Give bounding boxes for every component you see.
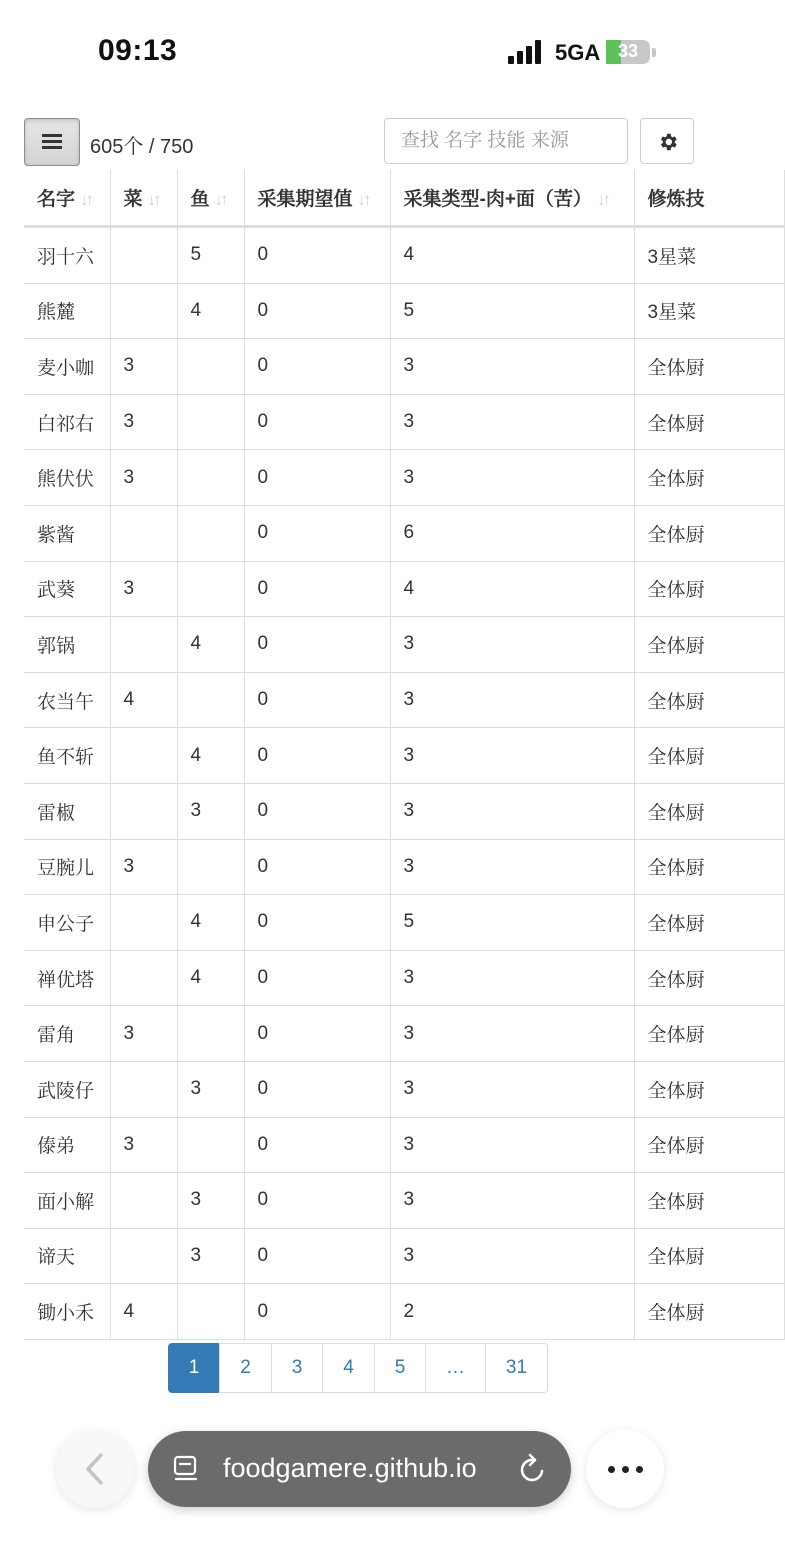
table-cell: 3 bbox=[390, 1061, 634, 1117]
table-cell: 紫酱 bbox=[24, 505, 110, 561]
table-cell: 3 bbox=[110, 1006, 177, 1062]
table-row bbox=[24, 950, 784, 1006]
table-cell bbox=[177, 505, 244, 561]
table-cell: 3 bbox=[390, 672, 634, 728]
table-cell: 0 bbox=[244, 895, 390, 951]
table-cell: 豆腕儿 bbox=[24, 839, 110, 895]
table-cell bbox=[110, 227, 177, 284]
table-cell bbox=[110, 1228, 177, 1284]
table-row bbox=[24, 728, 784, 784]
table-row bbox=[24, 394, 784, 450]
page-link[interactable]: 2 bbox=[219, 1343, 272, 1393]
url-text: foodgamere.github.io bbox=[223, 1453, 477, 1483]
column-header-name[interactable] bbox=[24, 170, 110, 227]
menu-toggle-button[interactable] bbox=[24, 118, 80, 166]
table-cell: 羽十六 bbox=[24, 227, 110, 284]
table-cell: 全体厨 bbox=[634, 505, 784, 561]
table-cell: 4 bbox=[110, 1284, 177, 1340]
table-cell: 0 bbox=[244, 283, 390, 339]
table-cell bbox=[177, 339, 244, 395]
table-cell: 雷角 bbox=[24, 1006, 110, 1062]
sort-icon: ↓↑ bbox=[596, 190, 608, 209]
table-cell bbox=[110, 1061, 177, 1117]
table-cell: 0 bbox=[244, 783, 390, 839]
table-cell bbox=[110, 505, 177, 561]
table-cell: 5 bbox=[177, 227, 244, 284]
status-bar bbox=[0, 0, 720, 100]
table-cell: 0 bbox=[244, 1173, 390, 1229]
table-cell: 3星菜 bbox=[634, 283, 784, 339]
table-cell: 4 bbox=[177, 728, 244, 784]
table-cell: 全体厨 bbox=[634, 394, 784, 450]
page-link[interactable]: 5 bbox=[374, 1343, 426, 1393]
table-cell: 4 bbox=[110, 672, 177, 728]
table-cell: 0 bbox=[244, 1228, 390, 1284]
table-cell: 3 bbox=[177, 1173, 244, 1229]
sort-icon: ↓↑ bbox=[214, 190, 226, 209]
address-bar[interactable] bbox=[148, 1431, 571, 1507]
table-cell: 全体厨 bbox=[634, 1117, 784, 1173]
more-button[interactable] bbox=[586, 1430, 664, 1508]
table-cell: 0 bbox=[244, 839, 390, 895]
table-cell: 全体厨 bbox=[634, 450, 784, 506]
table-cell: 4 bbox=[177, 283, 244, 339]
table-cell: 0 bbox=[244, 561, 390, 617]
table-row bbox=[24, 672, 784, 728]
column-label: 名字 bbox=[37, 189, 76, 210]
table-cell: 3 bbox=[390, 839, 634, 895]
table-cell: 0 bbox=[244, 339, 390, 395]
table-cell bbox=[177, 450, 244, 506]
table-cell: 0 bbox=[244, 1006, 390, 1062]
network-type: 5GA bbox=[555, 40, 601, 65]
table-cell: 谛天 bbox=[24, 1228, 110, 1284]
back-button[interactable] bbox=[56, 1430, 134, 1508]
settings-button[interactable] bbox=[640, 118, 694, 164]
table-cell: 0 bbox=[244, 1061, 390, 1117]
table-row bbox=[24, 617, 784, 673]
table-cell: 6 bbox=[390, 505, 634, 561]
table-cell: 3 bbox=[110, 339, 177, 395]
table-row bbox=[24, 339, 784, 395]
table-cell: 0 bbox=[244, 450, 390, 506]
table-cell bbox=[110, 895, 177, 951]
table-row bbox=[24, 283, 784, 339]
table-cell bbox=[110, 617, 177, 673]
table-row bbox=[24, 450, 784, 506]
table-cell: 4 bbox=[177, 950, 244, 1006]
table-cell: 全体厨 bbox=[634, 1173, 784, 1229]
table-cell: 3 bbox=[390, 450, 634, 506]
table-cell: 鱼不斩 bbox=[24, 728, 110, 784]
status-time: 09:13 bbox=[98, 34, 178, 67]
column-label: 采集类型-肉+面（苦） bbox=[403, 189, 592, 210]
table-cell: 白祁右 bbox=[24, 394, 110, 450]
column-header-expected[interactable] bbox=[244, 170, 390, 227]
table-cell: 3 bbox=[390, 1006, 634, 1062]
table-row bbox=[24, 895, 784, 951]
table-cell: 武陵仔 bbox=[24, 1061, 110, 1117]
page-icon bbox=[172, 1454, 202, 1484]
table-cell: 农当午 bbox=[24, 672, 110, 728]
table-cell: 全体厨 bbox=[634, 1228, 784, 1284]
table-cell: 全体厨 bbox=[634, 728, 784, 784]
page-link[interactable]: … bbox=[425, 1343, 486, 1393]
gear-icon bbox=[657, 131, 679, 153]
table-cell: 全体厨 bbox=[634, 561, 784, 617]
chevron-left-icon bbox=[82, 1452, 108, 1486]
table-cell: 2 bbox=[390, 1284, 634, 1340]
table-cell: 3 bbox=[390, 1228, 634, 1284]
table-cell: 0 bbox=[244, 672, 390, 728]
table-cell: 麦小咖 bbox=[24, 339, 110, 395]
table-cell: 全体厨 bbox=[634, 1061, 784, 1117]
table-cell: 申公子 bbox=[24, 895, 110, 951]
hamburger-icon bbox=[42, 134, 62, 150]
table-cell bbox=[110, 728, 177, 784]
table-cell bbox=[110, 783, 177, 839]
reload-icon[interactable] bbox=[518, 1453, 548, 1485]
table-cell: 4 bbox=[177, 617, 244, 673]
table-cell: 锄小禾 bbox=[24, 1284, 110, 1340]
table-row bbox=[24, 561, 784, 617]
table-cell: 3 bbox=[390, 339, 634, 395]
table-cell bbox=[177, 672, 244, 728]
sort-icon: ↓↑ bbox=[147, 190, 159, 209]
table-cell bbox=[177, 839, 244, 895]
sort-icon: ↓↑ bbox=[357, 190, 369, 209]
table-cell bbox=[177, 1284, 244, 1340]
column-header-veg[interactable] bbox=[110, 170, 177, 227]
table-cell: 3 bbox=[177, 1228, 244, 1284]
table-cell: 0 bbox=[244, 617, 390, 673]
table-cell bbox=[177, 561, 244, 617]
table-cell: 傣弟 bbox=[24, 1117, 110, 1173]
table-cell: 3 bbox=[110, 450, 177, 506]
table-cell: 雷椒 bbox=[24, 783, 110, 839]
table-cell bbox=[177, 1117, 244, 1173]
column-header-type[interactable] bbox=[390, 170, 634, 227]
table-cell: 郭锅 bbox=[24, 617, 110, 673]
table-row bbox=[24, 783, 784, 839]
table-cell: 全体厨 bbox=[634, 1006, 784, 1062]
table-row bbox=[24, 505, 784, 561]
table-cell: 5 bbox=[390, 895, 634, 951]
table-cell: 3星菜 bbox=[634, 227, 784, 284]
table-cell: 3 bbox=[390, 617, 634, 673]
battery-icon bbox=[606, 40, 650, 64]
table-cell bbox=[110, 283, 177, 339]
table-cell bbox=[177, 394, 244, 450]
table-cell: 3 bbox=[177, 1061, 244, 1117]
table-cell: 0 bbox=[244, 394, 390, 450]
chef-table bbox=[24, 170, 785, 1340]
table-cell: 熊麓 bbox=[24, 283, 110, 339]
table-row bbox=[24, 1173, 784, 1229]
table-cell: 4 bbox=[177, 895, 244, 951]
table-cell: 3 bbox=[390, 1117, 634, 1173]
table-cell: 0 bbox=[244, 505, 390, 561]
table-cell: 全体厨 bbox=[634, 1284, 784, 1340]
table-row bbox=[24, 1284, 784, 1340]
table-cell bbox=[110, 950, 177, 1006]
table-cell: 全体厨 bbox=[634, 783, 784, 839]
page-link[interactable]: 31 bbox=[485, 1343, 548, 1393]
table-row bbox=[24, 839, 784, 895]
page-link[interactable]: 1 bbox=[168, 1343, 220, 1393]
table-row bbox=[24, 1117, 784, 1173]
column-label: 修炼技 bbox=[647, 189, 705, 210]
table-cell: 全体厨 bbox=[634, 895, 784, 951]
table-cell: 3 bbox=[390, 1173, 634, 1229]
table-cell bbox=[110, 1173, 177, 1229]
table-cell: 3 bbox=[390, 728, 634, 784]
table-header-row bbox=[24, 170, 784, 227]
table-cell: 全体厨 bbox=[634, 839, 784, 895]
table-cell: 5 bbox=[390, 283, 634, 339]
table-cell: 3 bbox=[390, 394, 634, 450]
table-cell: 3 bbox=[110, 1117, 177, 1173]
battery-percent: 33 bbox=[617, 41, 639, 61]
table-cell: 熊伏伏 bbox=[24, 450, 110, 506]
signal-icon bbox=[508, 40, 544, 64]
table-row bbox=[24, 1006, 784, 1062]
search-input[interactable] bbox=[384, 118, 628, 164]
table-row bbox=[24, 1061, 784, 1117]
table-cell: 面小解 bbox=[24, 1173, 110, 1229]
table-cell: 0 bbox=[244, 227, 390, 284]
table-cell: 3 bbox=[390, 783, 634, 839]
table-row bbox=[24, 227, 784, 284]
table-cell: 全体厨 bbox=[634, 950, 784, 1006]
table-cell: 4 bbox=[390, 561, 634, 617]
table-cell: 0 bbox=[244, 728, 390, 784]
table-cell: 0 bbox=[244, 950, 390, 1006]
table-cell: 武葵 bbox=[24, 561, 110, 617]
table-cell: 全体厨 bbox=[634, 672, 784, 728]
table-cell: 3 bbox=[110, 839, 177, 895]
table-cell: 3 bbox=[390, 950, 634, 1006]
table-cell: 3 bbox=[110, 561, 177, 617]
column-label: 菜 bbox=[123, 189, 143, 210]
table-cell: 全体厨 bbox=[634, 339, 784, 395]
page-link[interactable]: 3 bbox=[271, 1343, 323, 1393]
table-row bbox=[24, 1228, 784, 1284]
table-cell: 禅优塔 bbox=[24, 950, 110, 1006]
column-label: 采集期望值 bbox=[257, 189, 353, 210]
result-count: 605个 / 750 bbox=[90, 136, 194, 158]
column-header-skill[interactable] bbox=[634, 170, 784, 227]
table-cell: 全体厨 bbox=[634, 617, 784, 673]
sort-icon: ↓↑ bbox=[80, 190, 92, 209]
chef-table-container[interactable] bbox=[24, 170, 705, 1340]
page-link[interactable]: 4 bbox=[322, 1343, 375, 1393]
table-cell: 0 bbox=[244, 1284, 390, 1340]
table-cell bbox=[177, 1006, 244, 1062]
column-label: 鱼 bbox=[190, 189, 210, 210]
table-cell: 4 bbox=[390, 227, 634, 284]
table-cell: 3 bbox=[177, 783, 244, 839]
pagination bbox=[168, 1343, 548, 1393]
column-header-fish[interactable] bbox=[177, 170, 244, 227]
battery-tip bbox=[652, 48, 656, 57]
table-cell: 3 bbox=[110, 394, 177, 450]
table-cell: 0 bbox=[244, 1117, 390, 1173]
